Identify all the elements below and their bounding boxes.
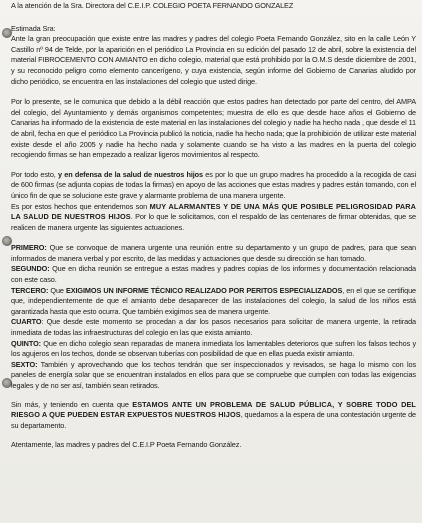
public-health-emphasis: ESTAMOS ANTE UN PROBLEMA DE SALUD PÚBLICA, Y SOBRE TODO DEL RIESGO A QUE PUEDEN ESTAR EXPUESTOS NUESTROS HIJOS: [11, 399, 416, 420]
paragraph-situation: Por lo presente, se le comunica que debido a la débil reacción que estos padres han detectado por parte del centro, del AMPA del colegio, del Ayuntamiento y demás organismos competentes; muestra de ello es que desde hace años el Gobierno de Canarias ha informado de la existencia de este material en las instalaciones del colegio y nadie ha hecho nada , que desde el 11 de abril, fecha en que el periódico La Provincia publicó la noticia, nadie ha hecho nada; que la prohibición de utilizar este material existe desde el año 2005 y nadie ha hecho nada y solamente cuando se ha visto a las madres en la puerta del colegio recogiendo firmas se han empezado a realizar ligeros movimientos al respecto.: [11, 97, 416, 160]
letter-body: [6, 0, 416, 451]
letter-header: A la atención de la Sra. Directora del C.E.I.P. COLEGIO POETA FERNANDO GONZALEZ: [11, 1, 294, 10]
paragraph-signatures: Por todo esto, y en defensa de la salud de nuestros hijos es por lo que un grupo madres ha procedido a la recogida de casi de 600 firmas (se adjunta copias de todas la firmas) en apoyo de las acciones que estas madres y padres están tomando, con el único fin de que se solucione este grave y alarmante problema de una manera urgente.: [11, 169, 417, 200]
paragraph-intro: Ante la gran preocupación que existe entre las madres y padres del colegio Poeta Fernando González, sito en la calle León Y Castillo nº 94 de Telde, por la aparición en el periódico La Provincia en su edición del pasado 12 de abril, sobre la existencia del material FIBROCEMENTO CON AMIANTO en dicho colegio, material que está prohibido por la O.M.S desde diciembre de 2001, y su reconocido peligro como elemento cancerígeno, y cuya existencia, según informe del Gobierno de Canarias aludido por dicho periódico, se encuentra en las instalaciones del colegio que usted dirige.: [11, 34, 416, 86]
salutation: Estimada Sra:: [11, 23, 56, 33]
demand-third: TERCERO: Que EXIGIMOS UN INFORME TÉCNICO REALIZADO POR PERITOS ESPECIALIZADOS, en el que se certifique que, independientemente de que el amianto debe desaparecer de las instalaciones del colegio, la salud de los niños está garantizada hasta que esto ocurra. Que también exigimos sea de manera urgente.: [11, 285, 416, 316]
paragraph-closing: Sin más, y teniendo en cuenta que ESTAMOS ANTE UN PROBLEMA DE SALUD PÚBLICA, Y SOBRE TODO DEL RIESGO A QUE PUEDEN ESTAR EXPUESTOS NUESTROS HIJOS, quedamos a la espera de una contestación urgente de su departamento.: [11, 399, 416, 430]
signature-line: Atentamente, las madres y padres del C.E.I.P Poeta Fernando González.: [11, 440, 242, 450]
demands-list: [11, 243, 416, 391]
demand-sixth: SEXTO: También y aprovechando que los techos tendrán que ser inspeccionados y revisados, se haga lo mismo con los paneles de energía solar que se encuentran instalados en ellos para que se compruebe que cumplen con todas las exigencias legales y de no ser así, también sean retirados.: [11, 359, 416, 390]
alarm-emphasis: MUY ALARMANTES Y DE UNA MÁS QUE POSIBLE PELIGROSIDAD PARA LA SALUD DE NUESTROS HIJOS: [11, 201, 416, 222]
demand-fourth: CUARTO: Que desde este momento se procedan a dar los pasos necesarios para solicitar de manera urgente, la retirada inmediata de todas las infraestructuras del colegio en las que exista amianto.: [11, 317, 416, 338]
health-emphasis: y en defensa de la salud de nuestros hijos: [58, 169, 204, 179]
paragraph-request: Es por estos hechos que entendemos son MUY ALARMANTES Y DE UNA MÁS QUE POSIBLE PELIGROSIDAD PARA LA SALUD DE NUESTROS HIJOS. Por lo que le solicitamos, con el respaldo de las centenares de firmar obtenidas, que se realicen de manera urgente las siguientes actuaciones.: [11, 201, 416, 232]
demand-first: PRIMERO: Que se convoque de manera urgente una reunión entre su departamento y un grupo de padres, para que sean informados de manera verbal y por escrito, de las medidas y actuaciones que desde su dirección se han tomado.: [11, 243, 416, 263]
demand-fifth: QUINTO: Que en dicho colegio sean reparadas de manera inmediata los lamentables deterioros que sufren los falsos techos y los agujeros en los techos, donde se observan tuberías con posibilidad de que en ellas pueda existir amianto.: [11, 338, 416, 359]
demand-second: SEGUNDO: Que en dicha reunión se entregue a estas madres y padres copias de los informes y documentación relacionada con este caso.: [11, 264, 416, 285]
